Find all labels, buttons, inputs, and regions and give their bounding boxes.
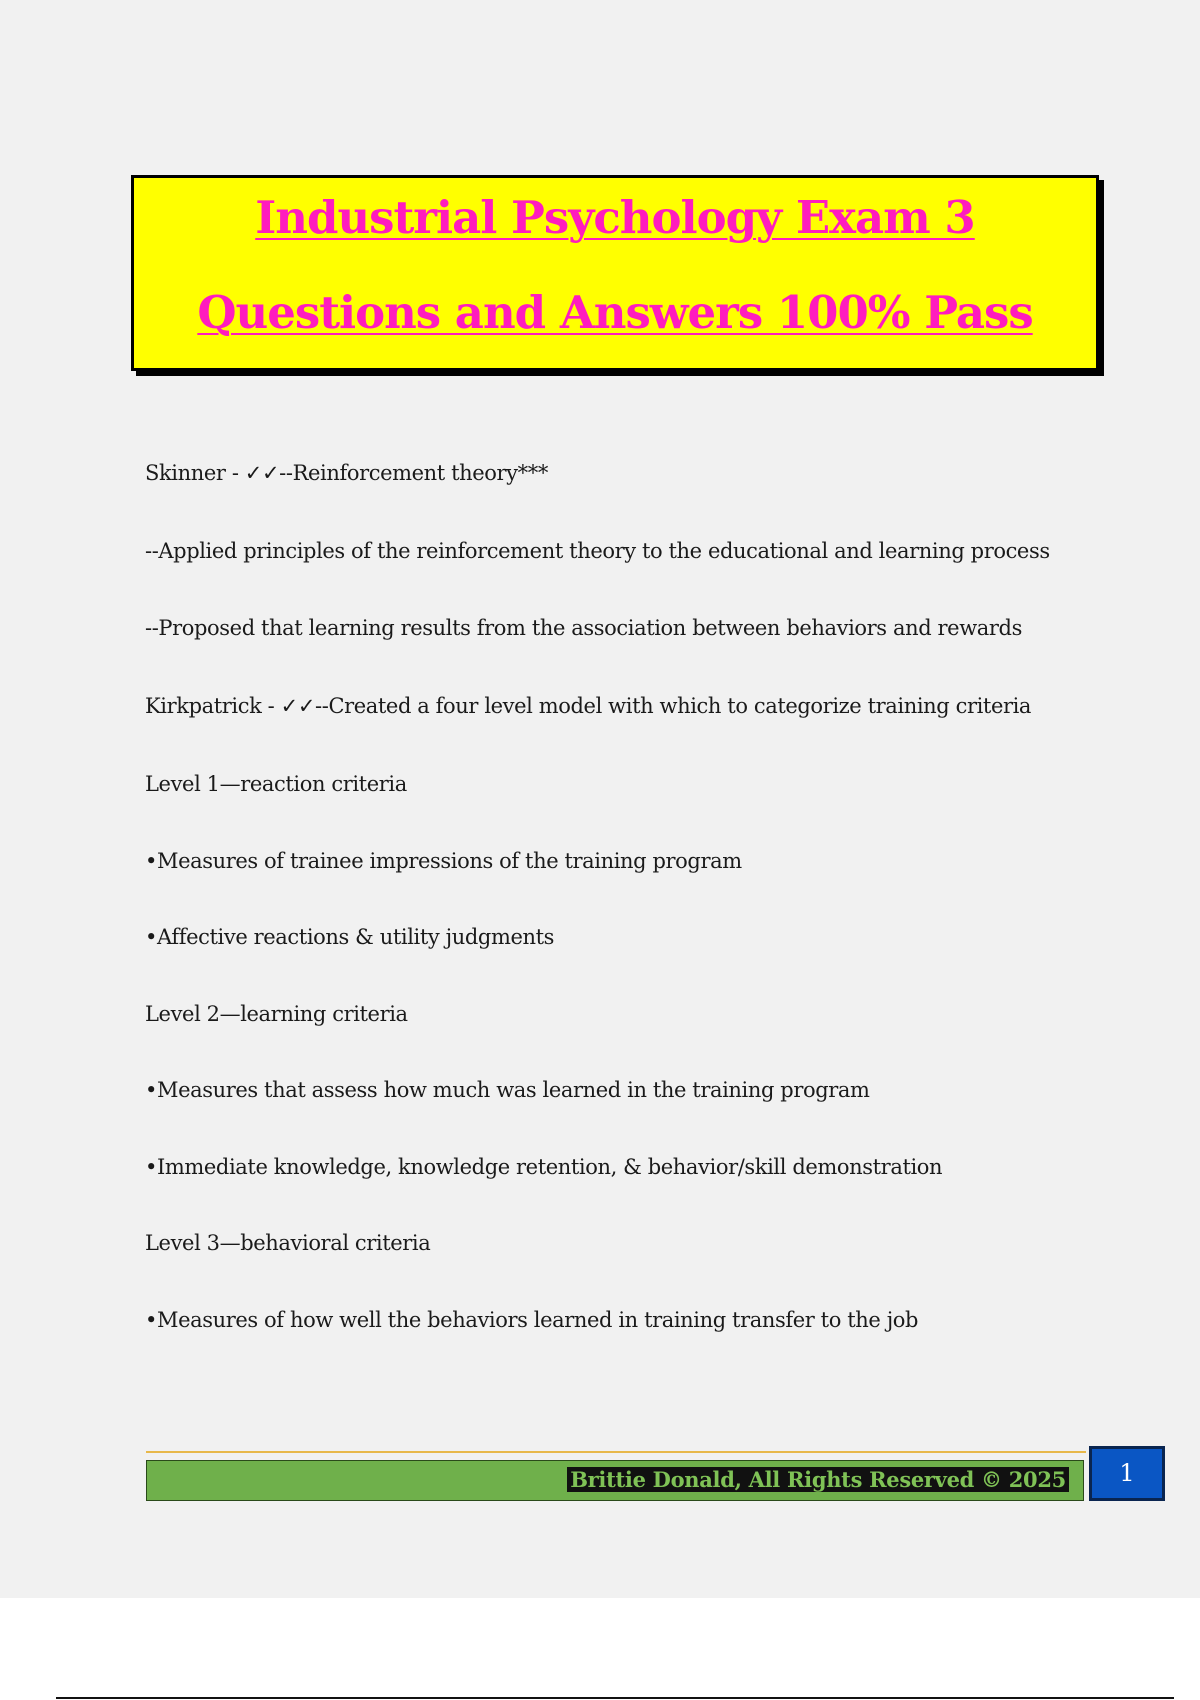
text-line: Level 2—learning criteria	[145, 1002, 408, 1026]
page-number-badge: 1	[1089, 1446, 1165, 1501]
copyright-text: Brittie Donald, All Rights Reserved © 2025	[567, 1467, 1069, 1492]
title-line-1: Industrial Psychology Exam 3	[255, 191, 975, 244]
title-line-2: Questions and Answers 100% Pass	[197, 286, 1033, 339]
text-line: --Proposed that learning results from the association between behaviors and rewards	[145, 616, 1022, 640]
text-line: •Measures of how well the behaviors learned in training transfer to the job	[145, 1308, 919, 1332]
page-separator	[56, 1697, 1174, 1699]
text-line: •Measures that assess how much was learned in the training program	[145, 1078, 870, 1102]
footer-divider	[146, 1451, 1086, 1453]
text-line: •Affective reactions & utility judgments	[145, 925, 555, 949]
text-line: Kirkpatrick - ✓✓--Created a four level model with which to categorize training criteria	[145, 694, 1032, 718]
text-line: --Applied principles of the reinforcement theory to the educational and learning process	[145, 539, 1050, 563]
text-line: •Measures of trainee impressions of the training program	[145, 849, 742, 873]
text-line: •Immediate knowledge, knowledge retention, & behavior/skill demonstration	[145, 1155, 943, 1179]
title-box	[131, 175, 1099, 371]
footer-bar	[146, 1460, 1084, 1501]
text-line: Level 1—reaction criteria	[145, 772, 407, 796]
text-line: Skinner - ✓✓--Reinforcement theory***	[145, 461, 548, 485]
text-line: Level 3—behavioral criteria	[145, 1231, 431, 1255]
